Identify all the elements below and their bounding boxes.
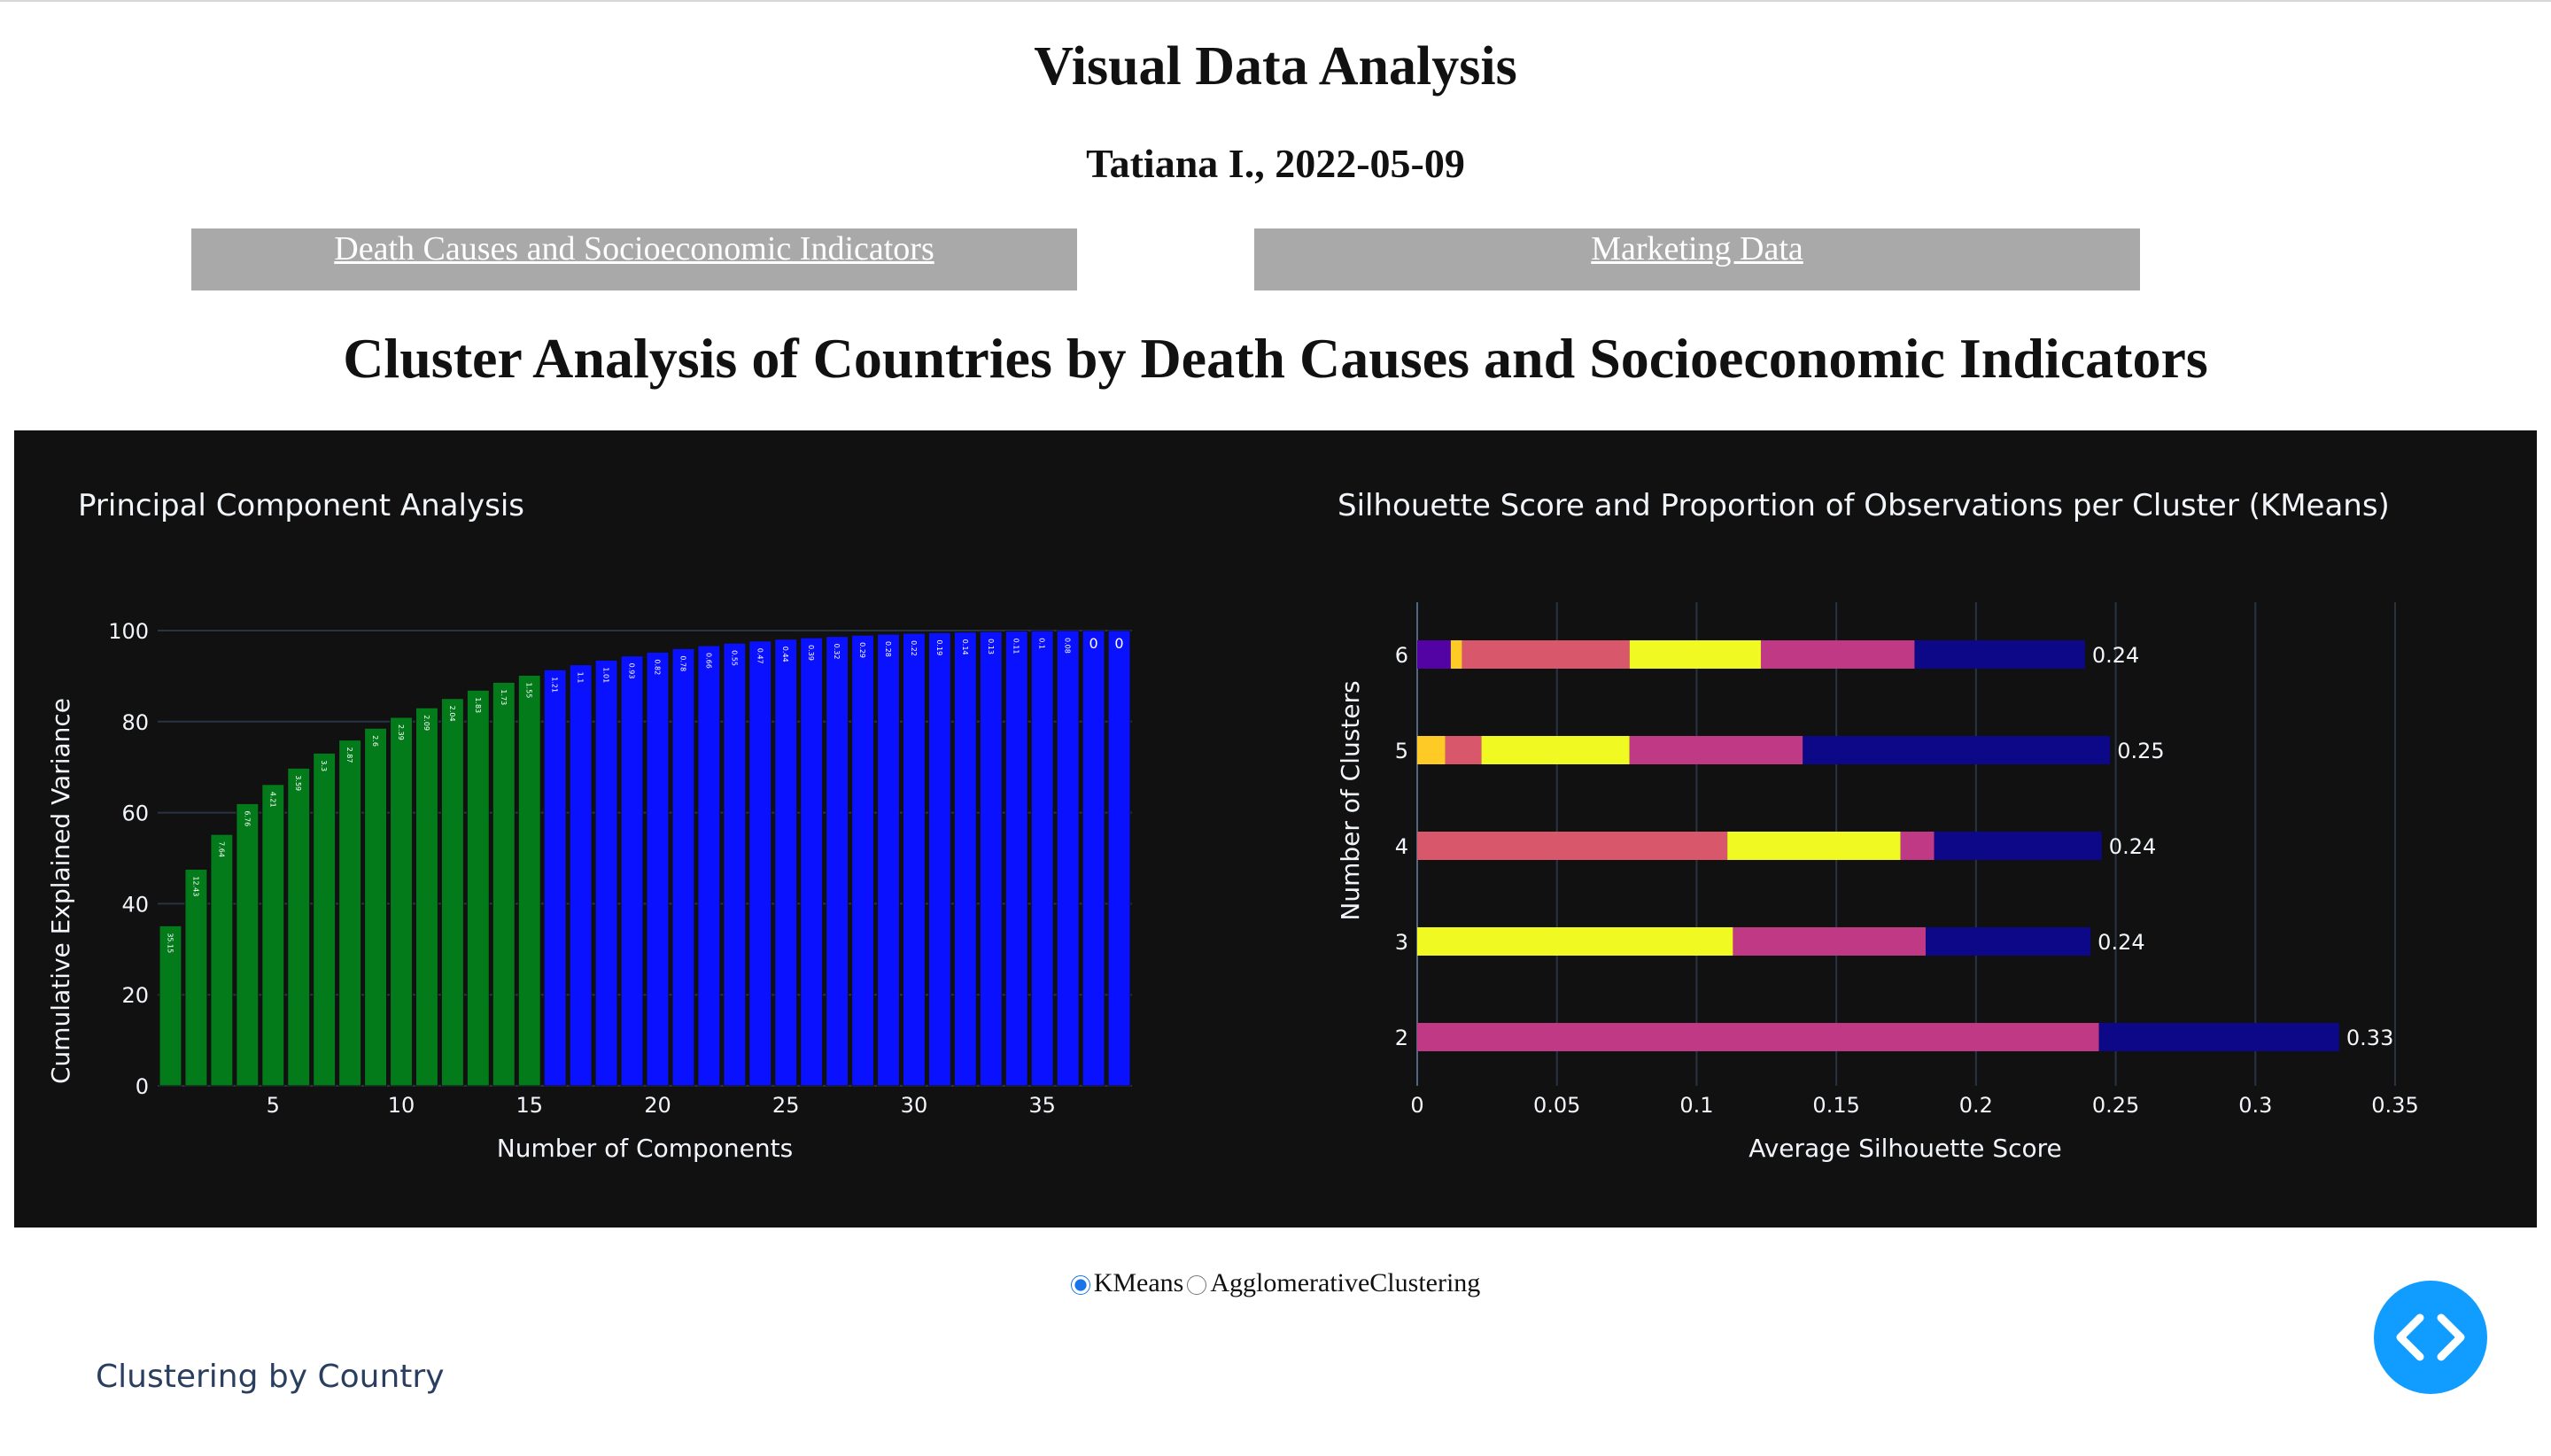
silhouette-bar-segment (1417, 640, 1451, 669)
pca-bar-label: 1.21 (550, 677, 559, 693)
pca-bar-label: 1.55 (524, 682, 533, 699)
pca-bar (801, 638, 823, 1086)
silhouette-y-tick-label: 5 (1394, 739, 1408, 763)
pca-x-tick-label: 10 (387, 1093, 415, 1118)
pca-bar (570, 665, 592, 1086)
pca-bar (1057, 631, 1079, 1086)
pca-bar (365, 728, 387, 1086)
pca-bar (928, 632, 950, 1086)
pca-bar-label: 0.14 (960, 639, 969, 655)
pca-bar-label: 0.32 (833, 643, 841, 660)
pca-x-tick-label: 35 (1028, 1093, 1056, 1118)
pca-bar-label: 2.39 (397, 724, 405, 740)
top-border (0, 0, 2551, 2)
silhouette-bar-segment (1417, 736, 1446, 764)
pca-bar (185, 869, 207, 1086)
charts-svg (14, 430, 2537, 1228)
pca-bar (903, 633, 926, 1086)
pca-bar (621, 656, 643, 1086)
pca-bar-label: 1.1 (576, 671, 585, 684)
pca-bar (724, 643, 746, 1086)
pca-bar (698, 646, 720, 1086)
pca-bar (544, 670, 566, 1086)
radio-option-kmeans[interactable] (1071, 1268, 1184, 1298)
pca-bar-label: 4.21 (268, 791, 277, 808)
radio-option-agglomerative[interactable] (1187, 1268, 1480, 1298)
pca-bar-label: 0 (1089, 635, 1098, 652)
radio-agglomerative[interactable] (1187, 1275, 1206, 1295)
pca-bar (1082, 631, 1105, 1086)
charts-panel (14, 430, 2537, 1228)
silhouette-bar-segment (1926, 927, 2090, 956)
nav-button-death-causes[interactable] (191, 228, 1077, 290)
silhouette-bar-segment (1417, 832, 1727, 860)
pca-bar (236, 803, 259, 1086)
silhouette-x-tick-label: 0.05 (1532, 1093, 1581, 1118)
pca-y-tick-label: 80 (121, 709, 149, 735)
code-brackets-icon (2374, 1281, 2487, 1394)
silhouette-bar-segment (1630, 640, 1761, 669)
pca-bar-label: 0.1 (1037, 638, 1046, 649)
silhouette-score-label: 0.24 (2108, 834, 2157, 859)
silhouette-score-label: 0.24 (2091, 643, 2140, 668)
pca-bar-label: 12.43 (191, 876, 200, 897)
pca-bar-label: 1.83 (473, 697, 482, 714)
pca-bar (749, 641, 772, 1086)
silhouette-score-label: 0.25 (2117, 739, 2165, 763)
pca-bar (878, 634, 900, 1086)
pca-bar-label: 0.44 (781, 646, 790, 662)
section-title: Cluster Analysis of Countries by Death Causes and Socioeconomic Indicators (343, 327, 2208, 390)
pca-bar-label: 6.76 (243, 810, 252, 827)
silhouette-bar-segment (1462, 640, 1629, 669)
pca-bar-label: 0.78 (678, 655, 687, 672)
pca-bar-label: 0 (1114, 635, 1124, 652)
pca-bar-label: 1.01 (601, 667, 610, 684)
pca-x-tick-label: 20 (644, 1093, 671, 1118)
radio-label-kmeans: KMeans (1093, 1268, 1184, 1297)
nav-link-marketing[interactable]: Marketing Data (1591, 230, 1803, 267)
pca-bar-label: 0.47 (756, 647, 764, 664)
silhouette-x-tick-label: 0.25 (2091, 1093, 2140, 1118)
pca-bar (826, 637, 849, 1086)
pca-bar (852, 635, 874, 1086)
pca-x-axis-label: Number of Components (496, 1134, 794, 1163)
pca-bar (1031, 631, 1053, 1086)
pca-bar (775, 639, 797, 1086)
pca-bar-label: 0.08 (1063, 638, 1072, 654)
pca-bar (980, 631, 1002, 1086)
pca-bar-label: 1.73 (499, 689, 508, 706)
pca-bar (595, 660, 617, 1086)
pca-x-tick-label: 15 (516, 1093, 544, 1118)
pca-bar (1005, 631, 1027, 1086)
silhouette-x-tick-label: 0.1 (1679, 1093, 1714, 1118)
silhouette-bar-segment (1914, 640, 2084, 669)
silhouette-bar-segment (1727, 832, 1901, 860)
silhouette-bar-segment (1803, 736, 2110, 764)
silhouette-x-tick-label: 0.3 (2238, 1093, 2273, 1118)
pca-bar-label: 0.55 (730, 650, 739, 666)
next-section-heading: Clustering by Country (96, 1359, 445, 1395)
radio-label-agglomerative: AgglomerativeClustering (1210, 1268, 1481, 1297)
pca-y-tick-label: 100 (108, 619, 149, 644)
pca-bar (314, 753, 336, 1086)
pca-bar-label: 3.59 (294, 775, 303, 792)
pca-bar-label: 2.04 (447, 705, 456, 722)
pca-x-tick-label: 25 (772, 1093, 800, 1118)
silhouette-bar-segment (1630, 736, 1803, 764)
silhouette-bar-segment (1733, 927, 1926, 956)
nav-button-marketing[interactable] (1254, 228, 2140, 290)
silhouette-x-axis-label: Average Silhouette Score (1748, 1134, 2062, 1163)
pca-bar-label: 2.87 (345, 747, 354, 763)
silhouette-bar-segment (1451, 640, 1462, 669)
silhouette-y-tick-label: 3 (1394, 930, 1408, 955)
pca-y-tick-label: 40 (121, 892, 149, 918)
silhouette-bar-segment (1935, 832, 2102, 860)
page-subtitle: Tatiana I., 2022-05-09 (1086, 141, 1465, 186)
pca-bar-label: 0.82 (653, 659, 662, 676)
pca-bar (492, 682, 515, 1086)
pca-x-tick-label: 30 (900, 1093, 928, 1118)
pca-bar (518, 675, 540, 1086)
code-toggle-button[interactable] (2374, 1281, 2487, 1394)
silhouette-x-tick-label: 0.2 (1958, 1093, 1993, 1118)
silhouette-bar-segment (2099, 1023, 2339, 1051)
silhouette-bar-segment (1761, 640, 1914, 669)
pca-bar-label: 2.09 (422, 715, 430, 732)
silhouette-x-tick-label: 0.35 (2371, 1093, 2419, 1118)
pca-bar (467, 690, 489, 1086)
pca-bar (339, 740, 361, 1086)
pca-y-axis-label: Cumulative Explained Variance (46, 697, 75, 1085)
pca-bar (288, 768, 310, 1086)
pca-bar (211, 834, 233, 1086)
pca-bar (262, 785, 284, 1086)
pca-bar (647, 652, 669, 1086)
silhouette-bar-segment (1482, 736, 1630, 764)
radio-kmeans[interactable] (1071, 1275, 1090, 1295)
pca-y-tick-label: 60 (121, 801, 149, 826)
pca-bar-label: 0.28 (884, 641, 892, 657)
pca-bar-label: 0.93 (627, 662, 636, 679)
pca-bar-label: 0.22 (909, 640, 918, 656)
pca-bar-label: 0.39 (807, 645, 816, 661)
pca-bar-label: 7.64 (217, 841, 226, 857)
silhouette-bar-segment (1446, 736, 1482, 764)
silhouette-y-axis-label: Number of Clusters (1336, 680, 1365, 921)
page-title: Visual Data Analysis (1034, 36, 1517, 97)
pca-bar-label: 2.6 (371, 735, 380, 747)
nav-link-death-causes[interactable]: Death Causes and Socioeconomic Indicators (334, 230, 934, 267)
pca-y-tick-label: 0 (135, 1074, 149, 1099)
pca-x-tick-label: 5 (266, 1093, 280, 1118)
pca-bar (416, 708, 438, 1086)
pca-bar-label: 3.3 (320, 760, 329, 772)
silhouette-x-tick-label: 0 (1410, 1093, 1424, 1118)
pca-bar (441, 699, 463, 1086)
silhouette-score-label: 0.24 (2097, 930, 2145, 955)
pca-bar-label: 0.11 (1012, 638, 1020, 654)
silhouette-x-tick-label: 0.15 (1812, 1093, 1860, 1118)
silhouette-bar-segment (1901, 832, 1935, 860)
silhouette-chart-title: Silhouette Score and Proportion of Observations per Cluster (KMeans) (1338, 488, 2390, 523)
pca-bar (954, 632, 976, 1086)
pca-bar (1108, 631, 1130, 1086)
silhouette-score-label: 0.33 (2346, 1026, 2394, 1050)
pca-bar (391, 717, 413, 1086)
pca-bar-label: 0.19 (934, 639, 943, 656)
silhouette-y-tick-label: 2 (1394, 1026, 1408, 1050)
silhouette-bar-segment (1417, 1023, 2099, 1051)
pca-chart-title: Principal Component Analysis (78, 488, 524, 523)
silhouette-y-tick-label: 4 (1394, 834, 1408, 859)
pca-bar-label: 0.13 (986, 639, 995, 654)
silhouette-bar-segment (1417, 927, 1733, 956)
pca-bar-label: 35.15 (166, 933, 174, 954)
pca-y-tick-label: 20 (121, 983, 149, 1009)
pca-bar (672, 648, 694, 1086)
pca-bar-label: 0.29 (858, 642, 867, 659)
pca-bar-label: 0.66 (704, 653, 713, 669)
silhouette-y-tick-label: 6 (1394, 643, 1408, 668)
algorithm-radio-group (0, 1268, 2551, 1298)
